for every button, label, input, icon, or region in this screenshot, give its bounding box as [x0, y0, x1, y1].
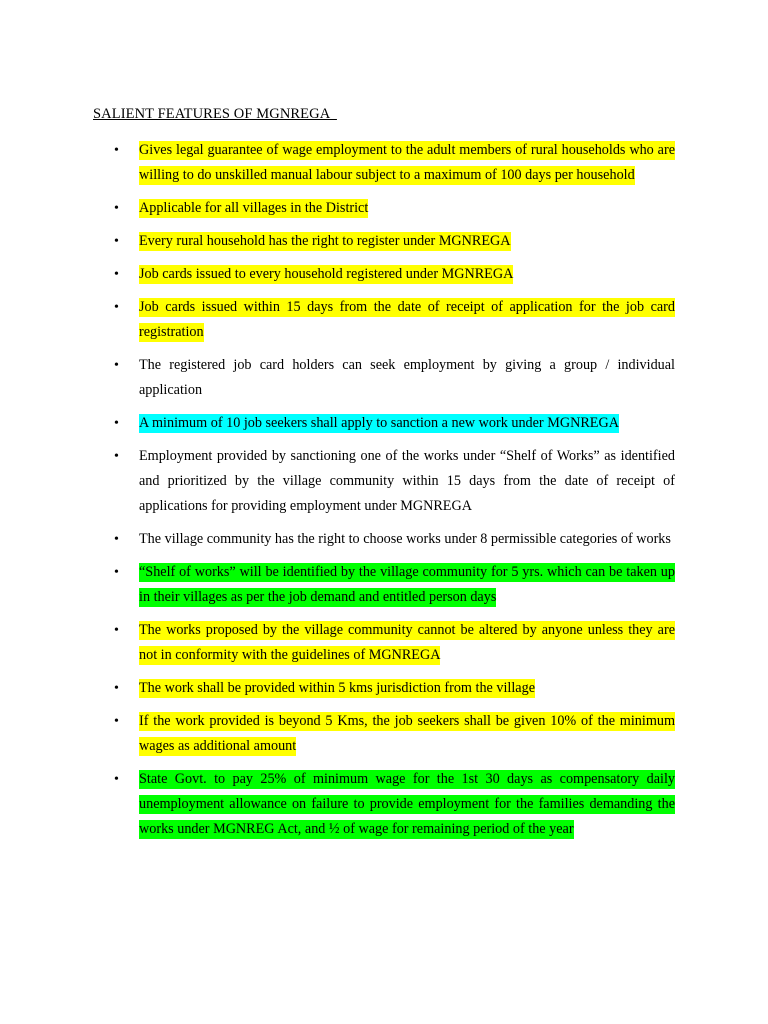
bullet-icon: •: [114, 565, 119, 580]
list-item-text: “Shelf of works” will be identified by the village community for 5 yrs. which can be taken up in their villages as per the job demand and entitled person days: [139, 564, 675, 605]
list-item: [0, 138, 768, 188]
list-item-text: If the work provided is beyond 5 Kms, the job seekers shall be given 10% of the minimum wages as additional amount: [139, 713, 675, 754]
bullet-icon: •: [114, 267, 119, 282]
bullet-icon: •: [114, 143, 119, 158]
list-item: [0, 262, 768, 287]
list-item: [0, 527, 768, 552]
list-item: [0, 676, 768, 701]
bullet-icon: •: [114, 623, 119, 638]
list-item: [0, 444, 768, 519]
list-item-text: The village community has the right to choose works under 8 permissible categories of works: [139, 531, 671, 547]
bullet-icon: •: [114, 772, 119, 787]
list-item-text: Applicable for all villages in the District: [139, 200, 369, 216]
bullet-icon: •: [114, 681, 119, 696]
bullet-icon: •: [114, 532, 119, 547]
list-item: [0, 353, 768, 403]
list-item-text: Job cards issued to every household registered under MGNREGA: [139, 266, 514, 282]
list-item: [0, 229, 768, 254]
list-item-text: State Govt. to pay 25% of minimum wage for the 1st 30 days as compensatory daily unemployment allowance on failure to provide employment for the families demanding the works under MGNREG Act, and ½ of wage for remaining period of the year: [139, 771, 675, 837]
features-list: [0, 138, 768, 850]
list-item: [0, 767, 768, 842]
list-item-text: Every rural household has the right to register under MGNREGA: [139, 233, 511, 249]
list-item: [0, 411, 768, 436]
list-item-text: A minimum of 10 job seekers shall apply to sanction a new work under MGNREGA: [139, 415, 619, 431]
document-title: SALIENT FEATURES OF MGNREGA: [93, 106, 337, 122]
bullet-icon: •: [114, 201, 119, 216]
list-item-text: Gives legal guarantee of wage employment to the adult members of rural households who are willing to do unskilled manual labour subject to a maximum of 100 days per household: [139, 142, 675, 183]
list-item-text: Job cards issued within 15 days from the date of receipt of application for the job card registration: [139, 299, 675, 340]
list-item-text: The works proposed by the village community cannot be altered by anyone unless they are not in conformity with the guidelines of MGNREGA: [139, 622, 675, 663]
list-item: [0, 295, 768, 345]
list-item-text: Employment provided by sanctioning one of the works under “Shelf of Works” as identified and prioritized by the village community within 15 days from the date of receipt of applications for providing employment under MGNREGA: [139, 448, 675, 514]
list-item: [0, 196, 768, 221]
list-item-text: The work shall be provided within 5 kms jurisdiction from the village: [139, 680, 535, 696]
bullet-icon: •: [114, 449, 119, 464]
bullet-icon: •: [114, 234, 119, 249]
bullet-icon: •: [114, 714, 119, 729]
list-item: [0, 618, 768, 668]
bullet-icon: •: [114, 358, 119, 373]
list-item: [0, 709, 768, 759]
bullet-icon: •: [114, 416, 119, 431]
bullet-icon: •: [114, 300, 119, 315]
list-item: [0, 560, 768, 610]
list-item-text: The registered job card holders can seek employment by giving a group / individual application: [139, 357, 675, 398]
